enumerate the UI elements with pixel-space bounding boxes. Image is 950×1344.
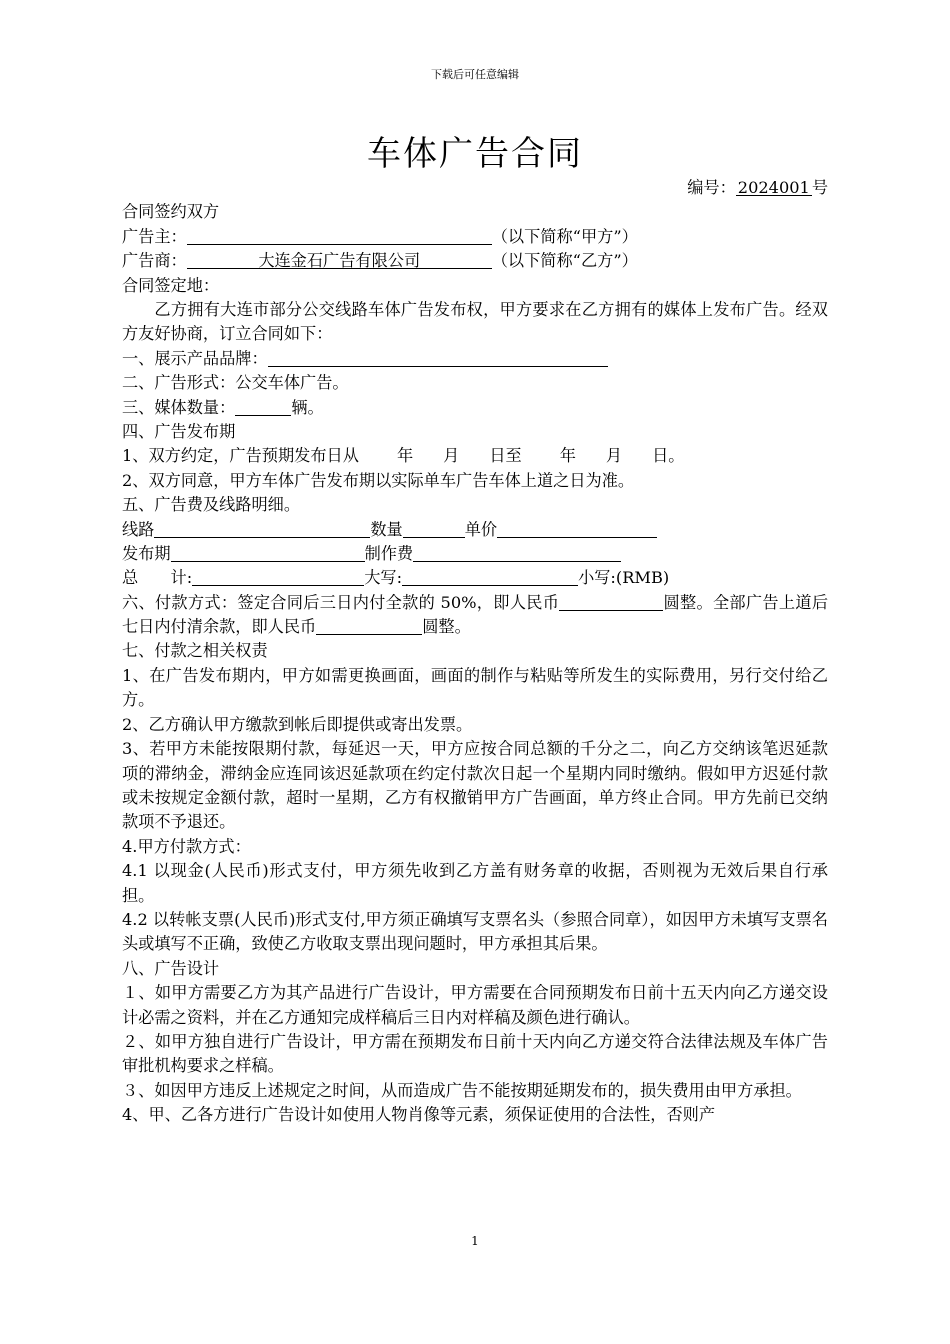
total-blank	[192, 566, 364, 586]
quantity-blank	[403, 518, 465, 538]
brand-blank	[268, 347, 608, 367]
small-amount-label: 小写:(RMB)	[578, 568, 670, 588]
contract-number-suffix: 号	[811, 178, 828, 197]
section-1-label: 一、展示产品品牌：	[122, 348, 268, 368]
payment-text-2: 圆整。全部	[663, 592, 746, 612]
section-3-suffix: 辆。	[291, 397, 324, 417]
agency-line	[122, 249, 828, 273]
agency-value: 大连金石广告有限公司	[187, 249, 492, 269]
section-8-item-2: ２、如甲方独自进行广告设计，甲方需在预期发布日前十天内向乙方递交符合法律法规及车体广告审批机构要求之样稿。	[122, 1031, 828, 1076]
payment-text-1: 六、付款方式：签定合同后三日内付全款的 50%，即人民币	[122, 592, 560, 612]
advertiser-value	[187, 225, 492, 245]
agency-suffix: （以下简称“乙方”）	[491, 251, 638, 271]
fee-row-1	[122, 518, 828, 542]
period-label: 发布期	[122, 543, 171, 563]
section-7-item-2: 2、乙方确认甲方缴款到帐后即提供或寄出发票。	[122, 714, 473, 734]
section-4-heading: 四、广告发布期	[122, 421, 236, 441]
page-number: 1	[471, 1234, 479, 1248]
capital-amount-blank	[402, 566, 578, 586]
sign-place-line	[122, 274, 828, 298]
section-7-item-4: 4.甲方付款方式：	[122, 836, 251, 856]
route-blank	[154, 518, 370, 538]
fee-row-2	[122, 542, 828, 566]
first-payment-blank	[559, 591, 663, 611]
quantity-label: 数量	[370, 519, 403, 539]
end-year-label: 年	[559, 446, 576, 466]
production-fee-blank	[413, 542, 621, 562]
start-year-label: 年	[396, 446, 414, 466]
section-2-line: 二、广告形式：公交车体广告。	[122, 373, 349, 393]
document-title: 车体广告合同	[367, 134, 583, 174]
period-blank	[171, 542, 365, 562]
advertiser-line	[122, 225, 828, 249]
section-7-item-1: 1、在广告发布期内，甲方如需更换画面，画面的制作与粘贴等所发生的实际费用，另行交付给乙方。	[122, 665, 828, 710]
section-4-item-1	[122, 444, 828, 468]
contract-body	[122, 176, 828, 1128]
media-quantity-blank	[235, 396, 291, 416]
intro-paragraph: 乙方拥有大连市部分公交线路车体广告发布权，甲方要求在乙方拥有的媒体上发布广告。经双方友好协商，订立合同如下：	[122, 299, 828, 344]
section-1-line	[122, 347, 828, 371]
section-8-heading: 八、广告设计	[122, 958, 220, 978]
payment-text-4: 圆整。	[422, 617, 471, 637]
start-day-label: 日至	[489, 446, 522, 466]
advertiser-suffix: （以下简称“甲方”）	[491, 226, 638, 246]
section-6-paragraph	[122, 591, 828, 640]
header-note: 下载后可任意编辑	[431, 68, 519, 81]
section-7-item-3: 3、若甲方未能按限期付款，每延迟一天，甲方应按合同总额的千分之二，向乙方交纳该笔迟延款项的滞纳金，滞纳金应连同该迟延款项在约定付款次日起一个星期内同时缴纳。假如甲方迟延付款或未按规定金额付款，超时一星期，乙方有权撤销甲方广告画面，单方终止合同。甲方先前已交纳款项不予退还。	[122, 739, 828, 832]
section-8-item-1: １、如甲方需要乙方为其产品进行广告设计，甲方需要在合同预期发布日前十五天内向乙方递交设计必需之资料，并在乙方通知完成样稿后三日内对样稿及颜色进行确认。	[122, 983, 828, 1027]
agency-label: 广告商：	[122, 251, 187, 271]
end-day-label: 日。	[652, 446, 685, 466]
advertiser-label: 广告主：	[122, 226, 187, 246]
fee-row-3	[122, 566, 828, 590]
unit-price-blank	[497, 518, 657, 538]
unit-price-label: 单价	[464, 519, 498, 539]
capital-amount-label: 大写:	[364, 568, 403, 588]
route-label: 线路	[122, 519, 155, 539]
contract-number-value: 2024001	[737, 178, 810, 197]
section-4-item-2: 2、双方同意，甲方车体广告发布期以实际单车广告车体上道之日为准。	[122, 470, 635, 490]
payment-text-3: 广告上道后七日内付清余款，即人民币	[122, 592, 829, 637]
section-8-item-3: ３、如因甲方违反上述规定之时间，从而造成广告不能按期延期发布的，损失费用由甲方承担。	[122, 1080, 802, 1100]
production-fee-label: 制作费	[364, 543, 414, 563]
end-month-label: 月	[605, 446, 623, 466]
section-3-line	[122, 396, 828, 420]
section-7-item-4-2: 4.2 以转帐支票(人民币)形式支付,甲方须正确填写支票名头（参照合同章），如因甲方未填写支票名头或填写不正确，致使乙方收取支票出现问题时，甲方承担其后果。	[122, 909, 828, 954]
total-label: 总 计:	[122, 568, 193, 588]
start-month-label: 月	[443, 446, 460, 466]
parties-heading: 合同签约双方	[122, 202, 220, 222]
contract-number-line	[122, 176, 828, 200]
section-5-heading: 五、广告费及线路明细。	[122, 495, 301, 515]
balance-payment-blank	[316, 615, 422, 635]
sign-place-label: 合同签定地：	[122, 275, 220, 295]
section-7-item-4-1: 4.1 以现金(人民币)形式支付，甲方须先收到乙方盖有财务章的收据，否则视为无效后果自行承担。	[122, 861, 828, 905]
section-7-heading: 七、付款之相关权责	[122, 641, 268, 661]
section-8-item-4: 4、甲、乙各方进行广告设计如使用人物肖像等元素，须保证使用的合法性，否则产	[122, 1105, 716, 1125]
contract-number-label: 编号：	[687, 178, 736, 197]
publish-period-prefix: 1、双方约定，广告预期发布日从	[122, 446, 359, 466]
section-3-label: 三、媒体数量：	[122, 397, 236, 417]
